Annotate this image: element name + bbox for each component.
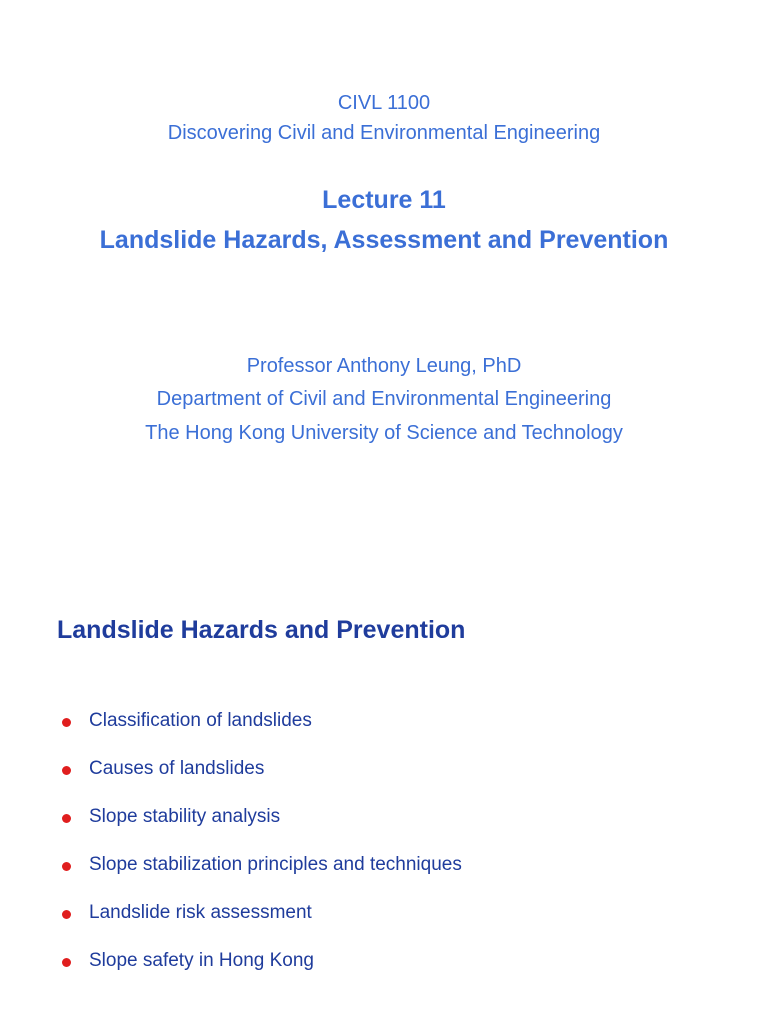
bullet-dot-icon <box>62 958 71 967</box>
bullet-text: Classification of landslides <box>89 710 312 731</box>
bullet-text: Slope stability analysis <box>89 806 281 827</box>
presenter-name: Professor Anthony Leung, PhD <box>246 355 522 377</box>
bullet-text: Slope stabilization principles and techniques <box>89 854 462 875</box>
university-name: The Hong Kong University of Science and Technology <box>145 422 623 444</box>
lecture-number: Lecture 11 <box>322 186 446 214</box>
bullet-dot-icon <box>62 718 71 727</box>
bullet-dot-icon <box>62 862 71 871</box>
bullet-text: Landslide risk assessment <box>89 902 312 923</box>
outline-title: Landslide Hazards and Prevention <box>57 616 466 644</box>
lecture-title: Landslide Hazards, Assessment and Prevention <box>99 226 669 254</box>
department-name: Department of Civil and Environmental Engineering <box>156 388 612 410</box>
bullet-dot-icon <box>62 910 71 919</box>
bullet-text: Slope safety in Hong Kong <box>89 950 314 971</box>
bullet-dot-icon <box>62 814 71 823</box>
bullet-dot-icon <box>62 766 71 775</box>
outline-slide <box>0 512 768 1024</box>
course-code: CIVL 1100 <box>337 92 431 114</box>
course-name: Discovering Civil and Environmental Engineering <box>167 122 601 144</box>
bullet-text: Causes of landslides <box>89 758 265 779</box>
